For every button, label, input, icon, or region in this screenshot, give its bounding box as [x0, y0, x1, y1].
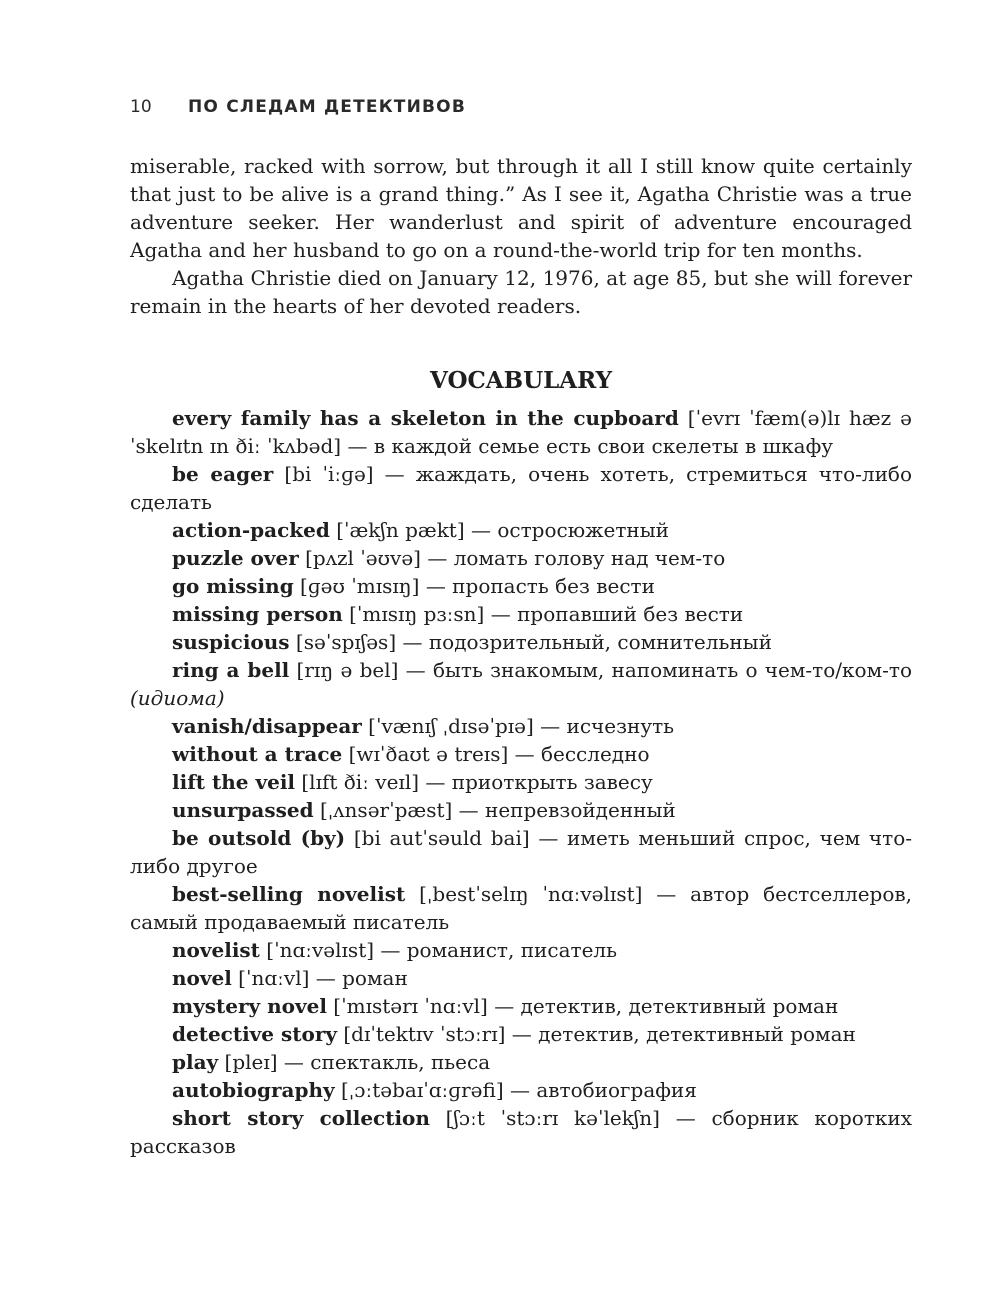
running-head: [130, 94, 466, 120]
vocab-definition: [səˈspɪʃəs] — подозрительный, сомнительный: [289, 630, 772, 654]
vocab-definition: [ˌɔːtəbaɪˈɑːɡrəfi] — автобиография: [334, 1078, 697, 1102]
vocabulary-heading: VOCABULARY: [430, 367, 612, 394]
vocab-entry: [130, 628, 912, 656]
vocab-definition: [ˈækʃn pækt] — остросюжетный: [329, 518, 670, 542]
vocab-term: ring a bell: [172, 658, 290, 682]
vocab-definition: [wɪˈðaʊt ə treɪs] — бесследно: [342, 742, 650, 766]
vocab-term: be outsold (by): [172, 826, 346, 850]
vocab-term: be eager: [172, 462, 274, 486]
page-number: 10: [130, 97, 152, 117]
vocab-term: every family has a skeleton in the cupboard: [172, 406, 679, 430]
paragraph: Agatha Christie died on January 12, 1976, at age 85, but she will forever remain in the hearts of her devoted readers.: [130, 266, 912, 318]
vocab-term: vanish/disappear: [172, 714, 362, 738]
vocab-entry: [130, 544, 912, 572]
vocab-entry: [130, 796, 912, 824]
vocab-definition: [pʌzl ˈəʊvə] — ломать голову над чем-то: [298, 546, 726, 570]
vocab-term: best-selling novelist: [172, 882, 406, 906]
vocab-entry: [130, 768, 912, 796]
vocab-entry: [130, 964, 912, 992]
vocab-entry: [130, 824, 912, 880]
vocab-term: unsurpassed: [172, 798, 314, 822]
vocab-note: (идиома): [130, 686, 225, 710]
section-title: ПО СЛЕДАМ ДЕТЕКТИВОВ: [188, 97, 466, 117]
vocab-term: detective story: [172, 1022, 337, 1046]
vocab-entry: [130, 992, 912, 1020]
vocab-definition: [ˈnɑːvl] — роман: [231, 966, 408, 990]
vocab-definition: [ˈnɑːvəlɪst] — романист, писатель: [259, 938, 617, 962]
vocab-definition: [ˈmɪsɪŋ pɜːsn] — пропавший без вести: [342, 602, 744, 626]
vocab-entry: [130, 740, 912, 768]
vocab-entry: [130, 460, 912, 516]
vocab-definition: [pleɪ] — спектакль, пьеса: [218, 1050, 491, 1074]
vocab-term: go missing: [172, 574, 294, 598]
vocab-definition: [ˈevrɪ ˈfæm(ə)lɪ hæz ə ˈskelɪtn ɪn ðiː ˈkʌbəd] — в каждой семье есть свои скелеты в шкафу: [130, 406, 912, 458]
vocab-definition: [ˈmɪstərɪ ˈnɑːvl] — детектив, детективный роман: [326, 994, 839, 1018]
vocab-entry: [130, 404, 912, 460]
vocab-entry: [130, 516, 912, 544]
vocab-term: missing person: [172, 602, 343, 626]
paragraph-continuation: miserable, racked with sorrow, but through it all I still know quite certainly that just to be alive is a grand thing.” As I see it, Agatha Christie was a true adventure seeker. Her wanderlust and spirit of adventure encouraged Agatha and her husband to go on a round-the-world trip for ten months.: [130, 154, 912, 262]
vocab-definition: [bi ˈiːɡə] — жаждать, очень хотеть, стремиться что-либо сделать: [130, 462, 912, 514]
vocab-entry: [130, 600, 912, 628]
vocab-entry: [130, 1104, 912, 1160]
vocab-definition: [dɪˈtektɪv ˈstɔːrɪ] — детектив, детективный роман: [337, 1022, 856, 1046]
vocab-entry: [130, 936, 912, 964]
vocabulary-list: [130, 404, 912, 1160]
vocab-definition: [ˌʌnsərˈpæst] — непревзойденный: [313, 798, 676, 822]
vocab-entry: [130, 1020, 912, 1048]
vocab-entry: [130, 1076, 912, 1104]
vocab-term: action-packed: [172, 518, 330, 542]
vocab-definition: [ʃɔːt ˈstɔːrɪ kəˈlekʃn] — сборник коротких рассказов: [130, 1106, 912, 1158]
vocab-term: play: [172, 1050, 219, 1074]
vocab-entry: [130, 656, 912, 712]
vocab-term: autobiography: [172, 1078, 335, 1102]
vocab-definition: [ɡəʊ ˈmɪsɪŋ] — пропасть без вести: [293, 574, 655, 598]
vocab-entry: [130, 572, 912, 600]
vocab-entry: [130, 1048, 912, 1076]
vocab-entry: [130, 712, 912, 740]
vocab-definition: [lɪft ðiː veɪl] — приоткрыть завесу: [295, 770, 653, 794]
vocab-definition: [ˈvænɪʃ ˌdɪsəˈpɪə] — исчезнуть: [361, 714, 675, 738]
vocab-term: lift the veil: [172, 770, 296, 794]
vocab-entry: [130, 880, 912, 936]
vocab-term: without a trace: [172, 742, 343, 766]
vocab-term: puzzle over: [172, 546, 299, 570]
vocab-definition: [rɪŋ ə bel] — быть знакомым, напоминать о чем-то/ком-то: [289, 658, 912, 682]
vocab-term: short story collection: [172, 1106, 430, 1130]
vocab-term: novelist: [172, 938, 260, 962]
vocab-term: novel: [172, 966, 232, 990]
vocab-definition: [ˌbestˈselɪŋ ˈnɑːvəlɪst] — автор бестселлеров, самый продаваемый писатель: [130, 882, 912, 934]
vocab-term: suspicious: [172, 630, 290, 654]
vocab-term: mystery novel: [172, 994, 327, 1018]
vocab-definition: [bi autˈsəuld bai] — иметь меньший спрос, чем что-либо другое: [130, 826, 912, 878]
body-text: [130, 152, 912, 320]
